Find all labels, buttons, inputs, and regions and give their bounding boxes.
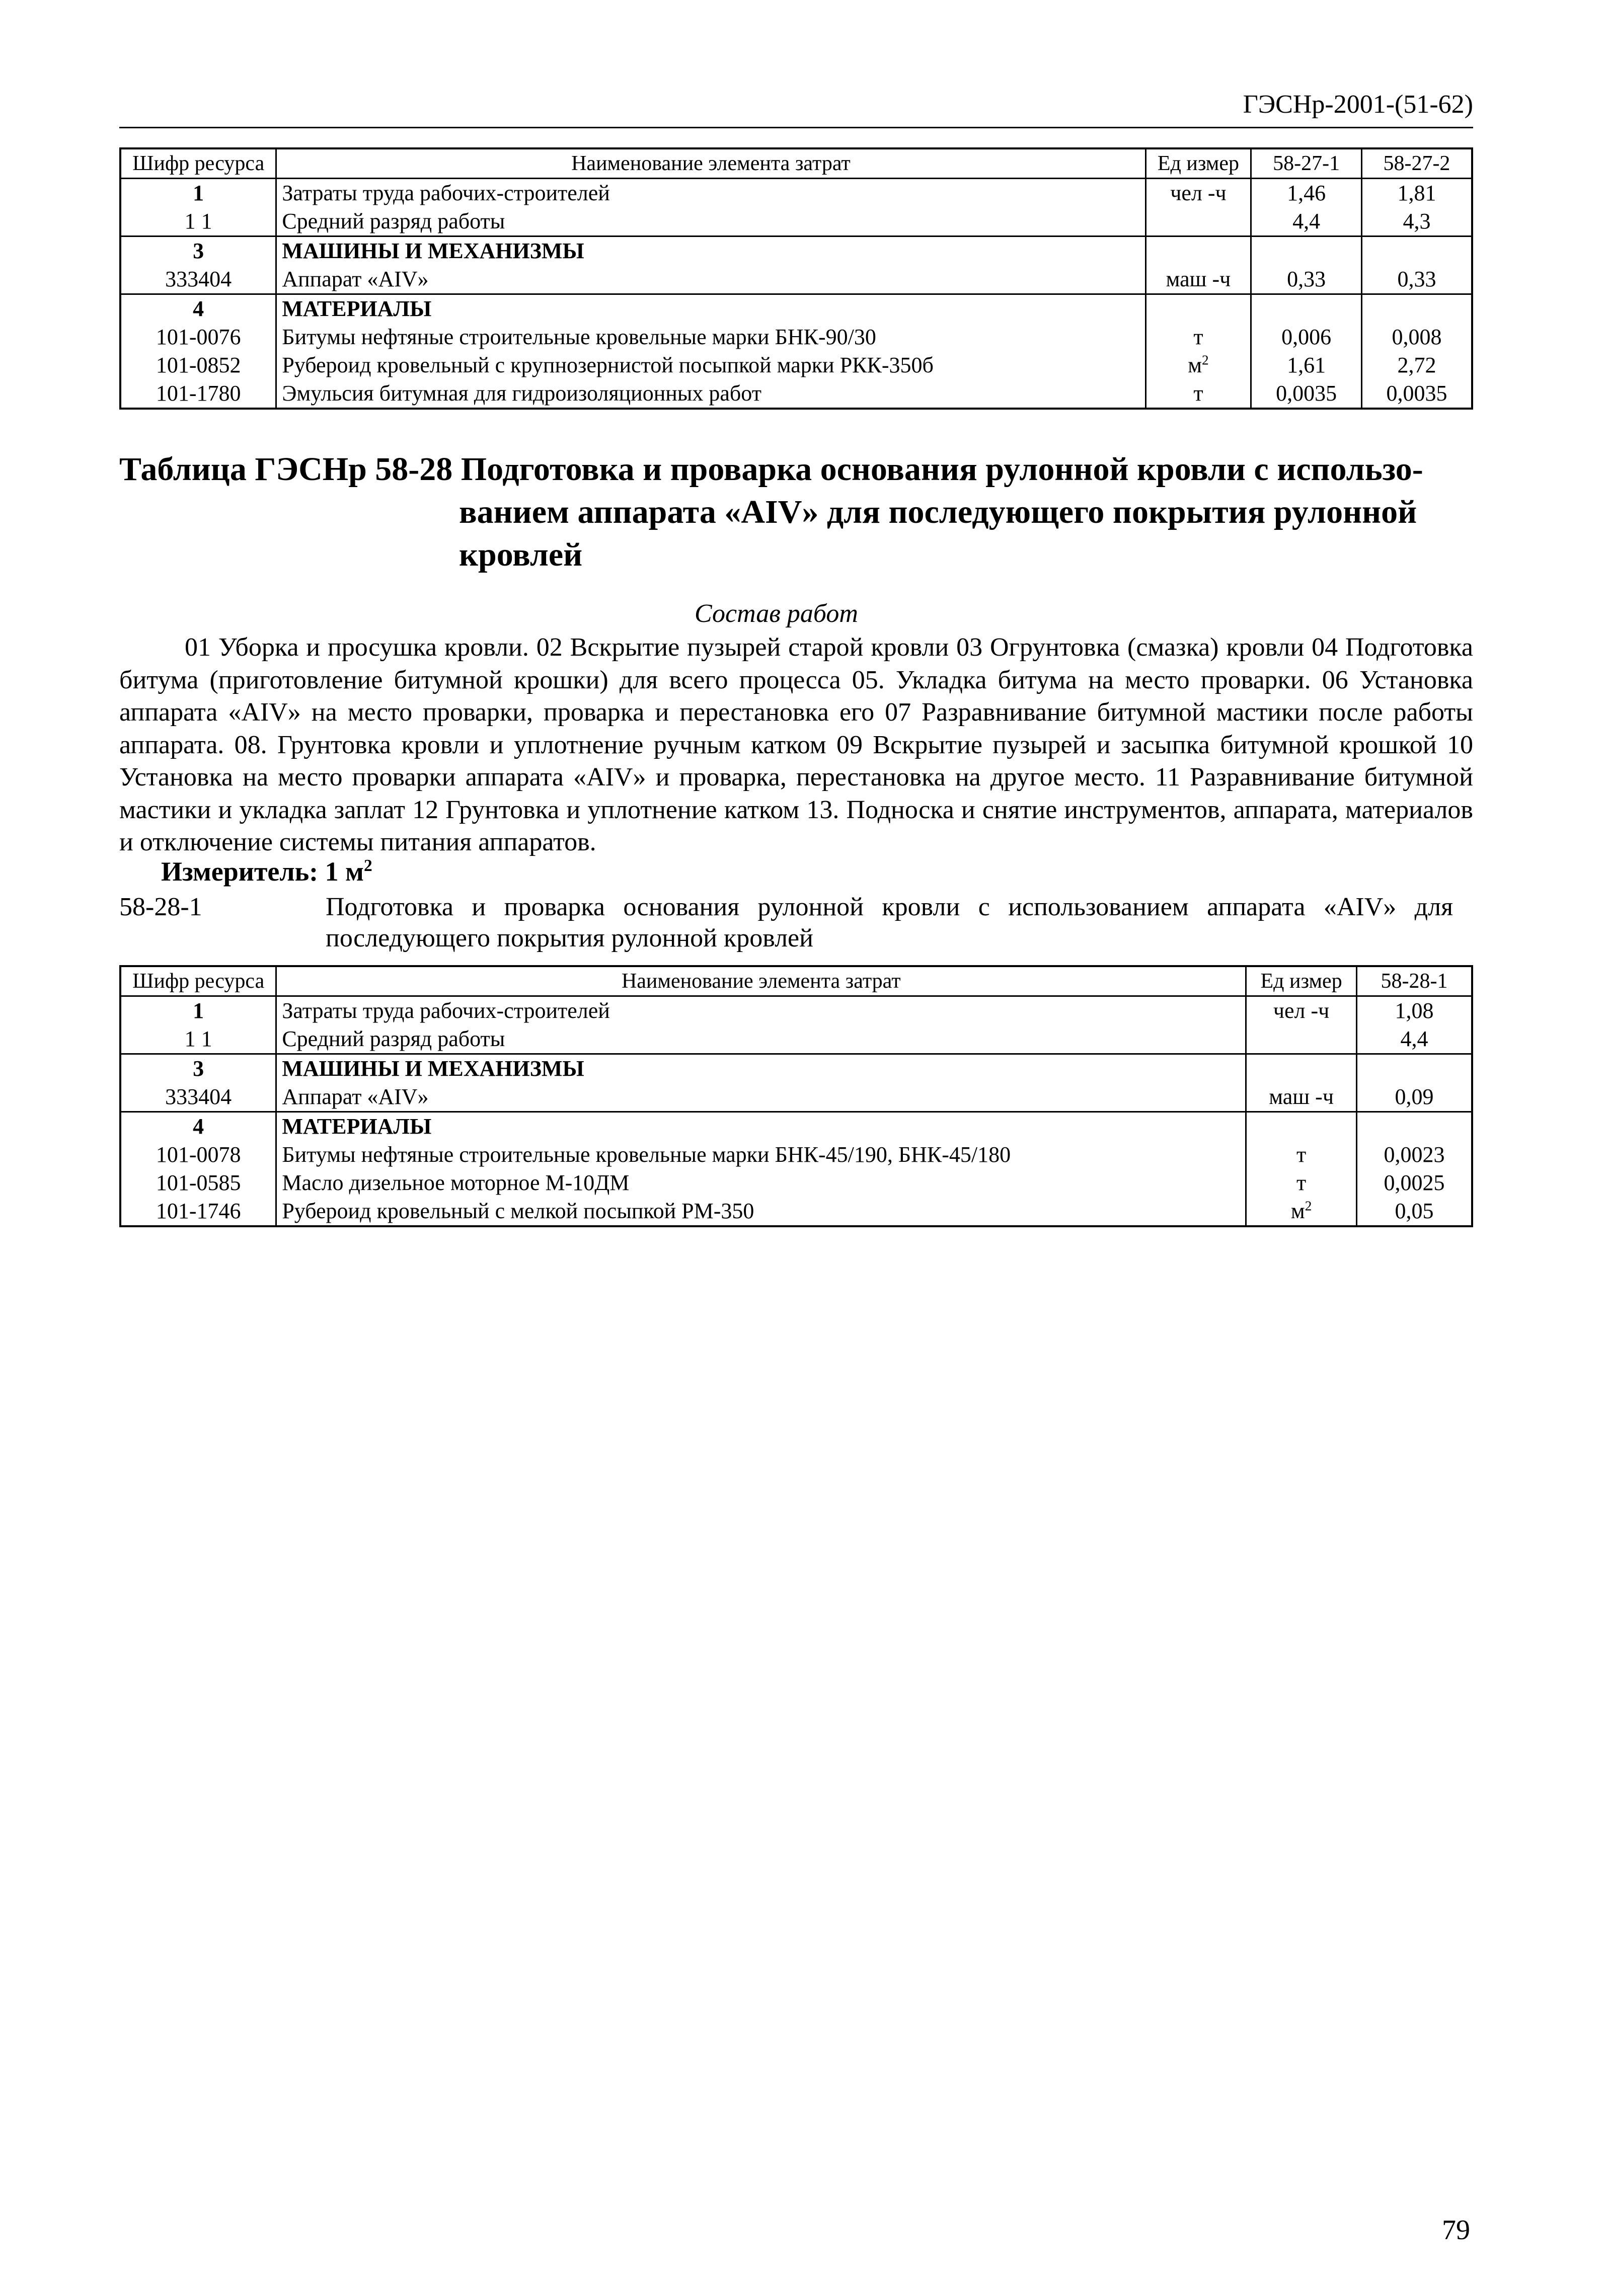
cell-value: 2,72	[1361, 351, 1472, 379]
cell-unit	[1145, 351, 1251, 379]
cell-name: МАШИНЫ И МЕХАНИЗМЫ	[276, 1054, 1246, 1083]
cell-unit: маш -ч	[1145, 265, 1251, 294]
cell-name: Эмульсия битумная для гидроизоляционных работ	[276, 379, 1145, 409]
header-name: Наименование элемента затрат	[276, 966, 1246, 996]
cell-value: 0,0023	[1356, 1141, 1472, 1169]
cell-unit	[1246, 1025, 1357, 1054]
work-composition-text: 01 Уборка и просушка кровли. 02 Вскрытие пузырей старой кровли 03 Огрунтовка (смазка) кровли 04 Подготовка битума (приготовление битумной крошки) для всего процесса 05. Укладка битума на место проварки. 06 Установка аппарата «AIV» на место проварки, проварка и перестановка его 07 Разравнивание битумной мастики после работы аппарата. 08. Грунтовка кровли и уплотнение ручным катком 09 Вскрытие пузырей и засыпка битумной крошкой 10 Установка на место проварки аппарата «AIV» и проварка, перестановка на другое место. 11 Разравнивание битумной мастики и укладка заплат 12 Грунтовка и уплотнение катком 13. Подноска и снятие инструментов, аппарата, материалов и отключение системы питания аппаратов.	[119, 633, 1473, 856]
cell-name: МАШИНЫ И МЕХАНИЗМЫ	[276, 236, 1145, 266]
meter-label: Измеритель:	[161, 856, 319, 887]
table-row	[120, 1197, 1472, 1226]
cell-value: 0,33	[1251, 265, 1362, 294]
table-header-row	[120, 148, 1472, 179]
cell-name: Средний разряд работы	[276, 1025, 1246, 1054]
cell-value: 4,4	[1356, 1025, 1472, 1054]
table-row	[120, 179, 1472, 208]
cell-name: Рубероид кровельный с мелкой посыпкой РМ-350	[276, 1197, 1246, 1226]
table-row	[120, 1141, 1472, 1169]
cell-code: 101-0076	[120, 323, 276, 351]
cell-code: 3	[120, 1054, 276, 1083]
measurement-unit	[161, 855, 372, 888]
header-code: Шифр ресурса	[120, 966, 276, 996]
cell-code: 333404	[120, 265, 276, 294]
unit-superscript: 2	[1202, 352, 1209, 368]
title-line-1: Таблица ГЭСНр 58-28 Подготовка и проварка основания рулонной кровли с использо-	[119, 451, 1423, 488]
cell-unit: т	[1145, 379, 1251, 409]
cell-code: 1 1	[120, 207, 276, 236]
cell-name: Аппарат «AIV»	[276, 265, 1145, 294]
title-line-2: ванием аппарата «AIV» для последующего покрытия рулонной	[459, 494, 1417, 530]
resource-table-58-28	[119, 965, 1473, 1227]
title-line-3: кровлей	[459, 536, 583, 573]
table-row	[120, 996, 1472, 1025]
cell-value: 1,08	[1356, 996, 1472, 1025]
cell-name: Аппарат «AIV»	[276, 1083, 1246, 1112]
cell-name: Битумы нефтяные строительные кровельные марки БНК-45/190, БНК-45/180	[276, 1141, 1246, 1169]
cell-value: 0,0035	[1251, 379, 1362, 409]
table-row	[120, 1083, 1472, 1112]
cell-code: 1 1	[120, 1025, 276, 1054]
table-row	[120, 207, 1472, 236]
cell-name: Масло дизельное моторное М-10ДМ	[276, 1169, 1246, 1197]
table-row	[120, 294, 1472, 324]
cell-unit: т	[1145, 323, 1251, 351]
cell-unit: чел -ч	[1246, 996, 1357, 1025]
table-row	[120, 236, 1472, 266]
document-code-header: ГЭСНр-2001-(51-62)	[119, 90, 1473, 128]
cell-code: 101-0852	[120, 351, 276, 379]
table-header-row	[120, 966, 1472, 996]
unit-superscript: 2	[1305, 1198, 1312, 1214]
cell-unit	[1246, 1112, 1357, 1141]
cell-unit	[1246, 1054, 1357, 1083]
cell-value	[1361, 294, 1472, 324]
table-title	[119, 448, 1473, 576]
table-row	[120, 323, 1472, 351]
cell-value	[1251, 294, 1362, 324]
cell-value: 0,006	[1251, 323, 1362, 351]
cell-value	[1356, 1054, 1472, 1083]
cell-name: Рубероид кровельный с крупнозернистой посыпкой марки РКК-350б	[276, 351, 1145, 379]
cell-value: 4,4	[1251, 207, 1362, 236]
cell-value	[1361, 236, 1472, 266]
header-unit: Ед измер	[1145, 148, 1251, 179]
cell-unit	[1145, 207, 1251, 236]
cell-value: 0,008	[1361, 323, 1472, 351]
cell-value: 1,46	[1251, 179, 1362, 208]
cell-unit: т	[1246, 1141, 1357, 1169]
cell-unit: чел -ч	[1145, 179, 1251, 208]
cell-value	[1251, 236, 1362, 266]
cell-code: 101-0585	[120, 1169, 276, 1197]
header-col1: 58-28-1	[1356, 966, 1472, 996]
cell-unit: маш -ч	[1246, 1083, 1357, 1112]
meter-value: 1 м	[325, 856, 364, 887]
cell-value: 0,0035	[1361, 379, 1472, 409]
unit-text: м	[1290, 1199, 1305, 1223]
cell-name: МАТЕРИАЛЫ	[276, 294, 1145, 324]
cell-code: 333404	[120, 1083, 276, 1112]
cell-value	[1356, 1112, 1472, 1141]
unit-text: м	[1188, 353, 1202, 377]
table-row	[120, 351, 1472, 379]
page-number: 79	[1442, 2214, 1470, 2246]
cell-value: 0,05	[1356, 1197, 1472, 1226]
header-col2: 58-27-2	[1361, 148, 1472, 179]
table-row	[120, 1169, 1472, 1197]
cell-name: Затраты труда рабочих-строителей	[276, 179, 1145, 208]
cell-value: 0,0025	[1356, 1169, 1472, 1197]
cell-code: 3	[120, 236, 276, 266]
table-row	[120, 1112, 1472, 1141]
cell-unit	[1145, 236, 1251, 266]
work-composition-heading: Состав работ	[695, 599, 858, 628]
header-name: Наименование элемента затрат	[276, 148, 1145, 179]
item-description: Подготовка и проварка основания рулонной кровли с использованием аппарата «AIV» для последующего покрытия рулонной кровлей	[326, 893, 1453, 953]
cell-value: 4,3	[1361, 207, 1472, 236]
cell-name: Средний разряд работы	[276, 207, 1145, 236]
cell-name: Битумы нефтяные строительные кровельные марки БНК-90/30	[276, 323, 1145, 351]
item-code: 58-28-1	[119, 893, 202, 921]
cell-code: 4	[120, 1112, 276, 1141]
cell-name: МАТЕРИАЛЫ	[276, 1112, 1246, 1141]
cell-value: 1,81	[1361, 179, 1472, 208]
header-col1: 58-27-1	[1251, 148, 1362, 179]
cell-code: 101-0078	[120, 1141, 276, 1169]
table-row	[120, 1025, 1472, 1054]
cell-name: Затраты труда рабочих-строителей	[276, 996, 1246, 1025]
cell-code: 101-1746	[120, 1197, 276, 1226]
header-code: Шифр ресурса	[120, 148, 276, 179]
cell-code: 1	[120, 996, 276, 1025]
cell-value: 0,33	[1361, 265, 1472, 294]
cell-value: 1,61	[1251, 351, 1362, 379]
cell-code: 4	[120, 294, 276, 324]
cell-unit: т	[1246, 1169, 1357, 1197]
meter-superscript: 2	[363, 856, 372, 875]
cell-value: 0,09	[1356, 1083, 1472, 1112]
table-row	[120, 379, 1472, 409]
header-unit: Ед измер	[1246, 966, 1357, 996]
cell-unit	[1246, 1197, 1357, 1226]
table-row	[120, 1054, 1472, 1083]
resource-table-58-27	[119, 147, 1473, 410]
cell-unit	[1145, 294, 1251, 324]
cell-code: 1	[120, 179, 276, 208]
cell-code: 101-1780	[120, 379, 276, 409]
table-row	[120, 265, 1472, 294]
